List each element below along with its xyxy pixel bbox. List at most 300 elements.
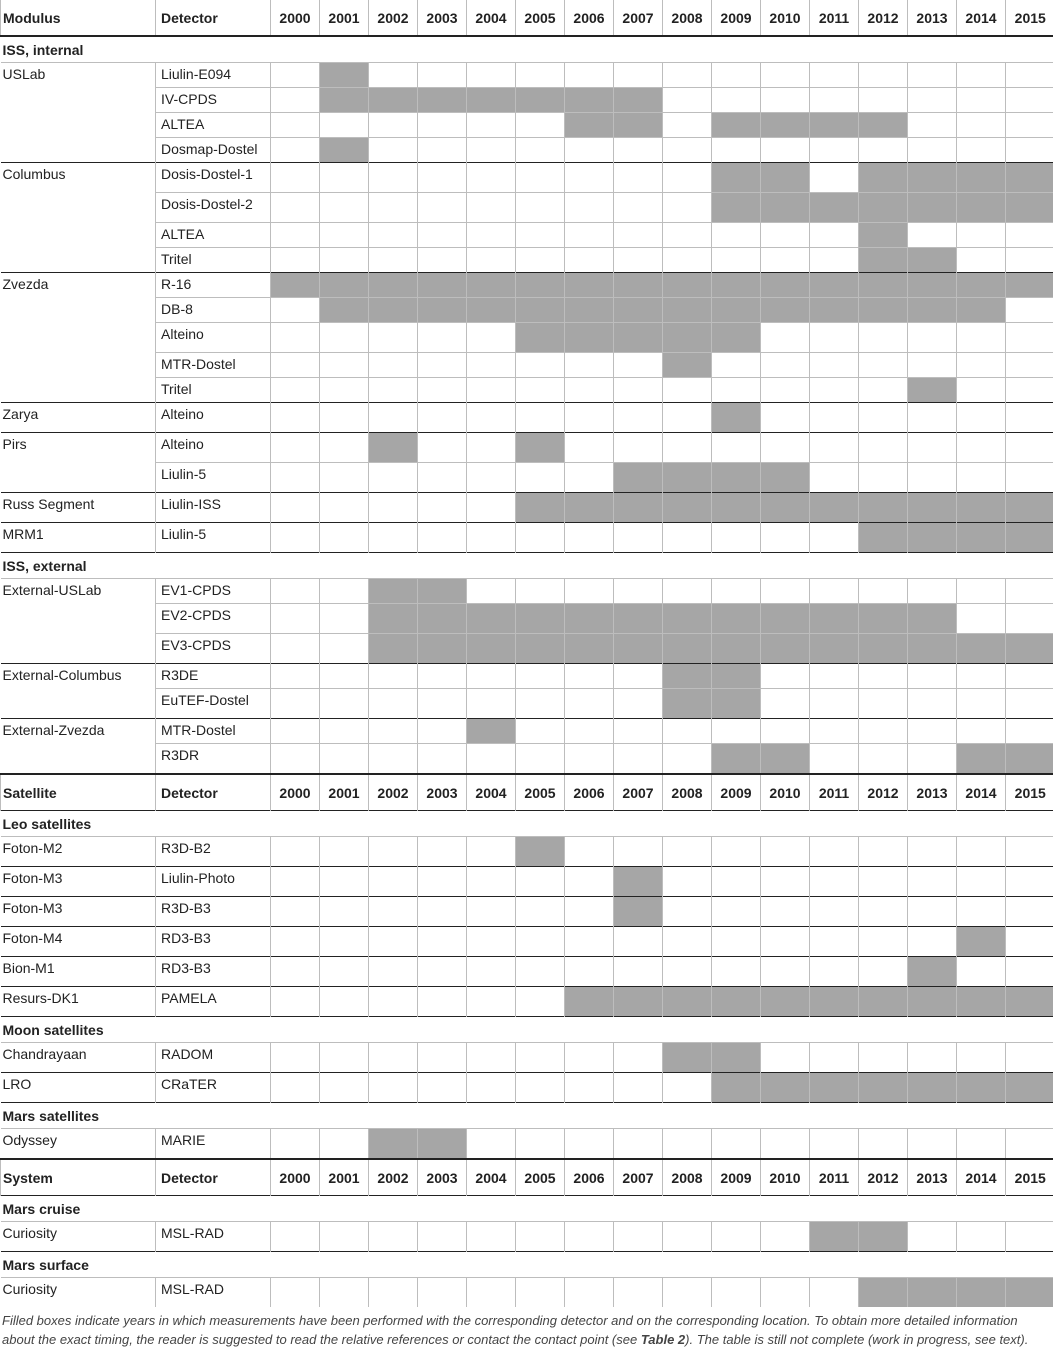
year-cell-2005 [516, 113, 565, 138]
year-cell-2000 [271, 323, 320, 353]
year-cell-2006 [565, 63, 614, 88]
year-cell-2005 [516, 63, 565, 88]
location-cell: USLab [1, 63, 156, 88]
year-cell-2002 [369, 837, 418, 867]
year-cell-2009 [712, 634, 761, 664]
year-cell-2014 [957, 273, 1006, 298]
table-row [1, 719, 1053, 744]
year-cell-2014 [957, 604, 1006, 634]
table-row [1, 957, 1053, 987]
year-cell-2007 [614, 63, 663, 88]
footnote-table-ref: Table 2 [641, 1332, 685, 1347]
year-cell-2007 [614, 664, 663, 689]
year-header-2003: 2003 [418, 0, 467, 36]
table-row [1, 867, 1053, 897]
location-cell [1, 604, 156, 634]
year-cell-2005 [516, 689, 565, 719]
year-cell-2005 [516, 163, 565, 193]
year-cell-2007 [614, 378, 663, 403]
year-header-2015: 2015 [1006, 1159, 1053, 1196]
year-cell-2013 [908, 138, 957, 163]
location-cell: Russ Segment [1, 493, 156, 523]
year-cell-2015 [1006, 193, 1053, 223]
table-row [1, 664, 1053, 689]
year-cell-2004 [467, 957, 516, 987]
year-cell-2004 [467, 273, 516, 298]
year-cell-2009 [712, 957, 761, 987]
year-cell-2009 [712, 163, 761, 193]
year-cell-2011 [810, 837, 859, 867]
year-header-2012: 2012 [859, 774, 908, 811]
year-cell-2003 [418, 463, 467, 493]
year-cell-2013 [908, 1043, 957, 1073]
location-cell: Bion-M1 [1, 957, 156, 987]
year-cell-2002 [369, 664, 418, 689]
year-cell-2002 [369, 323, 418, 353]
year-cell-2009 [712, 867, 761, 897]
year-cell-2002 [369, 463, 418, 493]
year-cell-2008 [663, 867, 712, 897]
location-cell [1, 378, 156, 403]
year-cell-2002 [369, 63, 418, 88]
table-row [1, 138, 1053, 163]
year-cell-2000 [271, 987, 320, 1017]
year-cell-2003 [418, 298, 467, 323]
location-cell: Foton-M4 [1, 927, 156, 957]
year-cell-2010 [761, 634, 810, 664]
year-cell-2012 [859, 837, 908, 867]
table-row [1, 248, 1053, 273]
year-cell-2007 [614, 1129, 663, 1160]
year-cell-2015 [1006, 1222, 1053, 1252]
section-row [1, 553, 1053, 579]
year-cell-2005 [516, 493, 565, 523]
year-cell-2012 [859, 248, 908, 273]
location-cell: Curiosity [1, 1278, 156, 1308]
year-cell-2004 [467, 987, 516, 1017]
detector-cell: Liulin-Photo [156, 867, 271, 897]
year-cell-2014 [957, 1222, 1006, 1252]
year-cell-2015 [1006, 897, 1053, 927]
year-cell-2008 [663, 719, 712, 744]
detector-cell: ALTEA [156, 113, 271, 138]
table-row [1, 1222, 1053, 1252]
year-cell-2014 [957, 664, 1006, 689]
year-cell-2011 [810, 163, 859, 193]
year-cell-2007 [614, 719, 663, 744]
year-cell-2001 [320, 1278, 369, 1308]
year-cell-2006 [565, 689, 614, 719]
table-row [1, 634, 1053, 664]
year-cell-2001 [320, 493, 369, 523]
year-cell-2015 [1006, 273, 1053, 298]
year-cell-2012 [859, 689, 908, 719]
year-cell-2012 [859, 463, 908, 493]
year-cell-2015 [1006, 403, 1053, 433]
year-cell-2009 [712, 463, 761, 493]
table-row [1, 113, 1053, 138]
header-col1: Modulus [1, 0, 156, 36]
year-cell-2010 [761, 493, 810, 523]
year-cell-2015 [1006, 463, 1053, 493]
year-cell-2014 [957, 193, 1006, 223]
year-cell-2000 [271, 378, 320, 403]
year-cell-2002 [369, 1129, 418, 1160]
year-cell-2010 [761, 163, 810, 193]
detector-cell: ALTEA [156, 223, 271, 248]
table-row [1, 1043, 1053, 1073]
year-cell-2009 [712, 248, 761, 273]
detector-cell: R3DR [156, 744, 271, 775]
year-cell-2000 [271, 353, 320, 378]
year-cell-2009 [712, 604, 761, 634]
year-cell-2014 [957, 579, 1006, 604]
year-cell-2000 [271, 604, 320, 634]
year-cell-2003 [418, 138, 467, 163]
year-cell-2007 [614, 323, 663, 353]
table-row [1, 837, 1053, 867]
table-row [1, 433, 1053, 463]
year-cell-2007 [614, 353, 663, 378]
year-cell-2015 [1006, 223, 1053, 248]
year-cell-2011 [810, 897, 859, 927]
year-cell-2005 [516, 579, 565, 604]
year-header-2013: 2013 [908, 774, 957, 811]
location-cell [1, 223, 156, 248]
year-cell-2001 [320, 248, 369, 273]
year-cell-2002 [369, 493, 418, 523]
year-cell-2004 [467, 493, 516, 523]
year-cell-2002 [369, 403, 418, 433]
year-cell-2003 [418, 378, 467, 403]
year-cell-2011 [810, 113, 859, 138]
year-cell-2009 [712, 298, 761, 323]
year-cell-2001 [320, 113, 369, 138]
year-cell-2001 [320, 867, 369, 897]
year-cell-2003 [418, 1073, 467, 1103]
year-cell-2006 [565, 353, 614, 378]
year-header-2010: 2010 [761, 774, 810, 811]
year-cell-2001 [320, 433, 369, 463]
table-row [1, 1278, 1053, 1308]
year-header-2000: 2000 [271, 0, 320, 36]
year-cell-2013 [908, 664, 957, 689]
year-cell-2006 [565, 248, 614, 273]
year-cell-2006 [565, 957, 614, 987]
year-cell-2014 [957, 719, 1006, 744]
year-cell-2011 [810, 63, 859, 88]
year-cell-2009 [712, 193, 761, 223]
location-cell [1, 634, 156, 664]
year-cell-2007 [614, 493, 663, 523]
table-row [1, 897, 1053, 927]
year-cell-2003 [418, 223, 467, 248]
year-cell-2005 [516, 867, 565, 897]
detector-cell: Dosmap-Dostel [156, 138, 271, 163]
year-cell-2004 [467, 837, 516, 867]
table-row [1, 927, 1053, 957]
location-cell: Zvezda [1, 273, 156, 298]
year-cell-2000 [271, 248, 320, 273]
year-cell-2010 [761, 1278, 810, 1308]
year-cell-2009 [712, 1222, 761, 1252]
year-cell-2011 [810, 1043, 859, 1073]
year-header-2012: 2012 [859, 1159, 908, 1196]
year-cell-2009 [712, 223, 761, 248]
year-cell-2010 [761, 867, 810, 897]
year-cell-2006 [565, 744, 614, 775]
year-cell-2004 [467, 1222, 516, 1252]
year-cell-2005 [516, 138, 565, 163]
year-cell-2000 [271, 298, 320, 323]
year-cell-2013 [908, 353, 957, 378]
detector-cell: MARIE [156, 1129, 271, 1160]
year-cell-2014 [957, 323, 1006, 353]
year-cell-2005 [516, 298, 565, 323]
year-cell-2004 [467, 223, 516, 248]
year-cell-2004 [467, 298, 516, 323]
year-cell-2010 [761, 463, 810, 493]
year-cell-2001 [320, 1073, 369, 1103]
year-cell-2015 [1006, 523, 1053, 553]
year-cell-2006 [565, 273, 614, 298]
location-cell [1, 463, 156, 493]
year-cell-2000 [271, 867, 320, 897]
year-cell-2013 [908, 1222, 957, 1252]
year-header-2009: 2009 [712, 0, 761, 36]
year-cell-2009 [712, 493, 761, 523]
year-cell-2006 [565, 719, 614, 744]
year-cell-2005 [516, 987, 565, 1017]
detector-cell: Dosis-Dostel-2 [156, 193, 271, 223]
year-cell-2008 [663, 248, 712, 273]
detector-cell: Liulin-E094 [156, 63, 271, 88]
year-cell-2010 [761, 927, 810, 957]
year-cell-2014 [957, 837, 1006, 867]
detector-cell: EuTEF-Dostel [156, 689, 271, 719]
year-cell-2000 [271, 63, 320, 88]
year-cell-2003 [418, 837, 467, 867]
detector-cell: PAMELA [156, 987, 271, 1017]
year-cell-2004 [467, 193, 516, 223]
year-cell-2004 [467, 579, 516, 604]
year-cell-2003 [418, 689, 467, 719]
year-cell-2004 [467, 604, 516, 634]
location-cell [1, 744, 156, 775]
year-header-2005: 2005 [516, 774, 565, 811]
year-cell-2009 [712, 897, 761, 927]
year-cell-2001 [320, 604, 369, 634]
year-cell-2013 [908, 744, 957, 775]
detector-cell: R3DE [156, 664, 271, 689]
year-cell-2005 [516, 223, 565, 248]
detector-cell: MTR-Dostel [156, 719, 271, 744]
table-body [1, 0, 1053, 1307]
year-cell-2002 [369, 298, 418, 323]
year-cell-2005 [516, 604, 565, 634]
detector-cell: Alteino [156, 433, 271, 463]
year-cell-2014 [957, 689, 1006, 719]
year-cell-2001 [320, 463, 369, 493]
header-col1: System [1, 1159, 156, 1196]
year-cell-2003 [418, 1129, 467, 1160]
year-cell-2002 [369, 113, 418, 138]
detector-cell: EV3-CPDS [156, 634, 271, 664]
year-cell-2015 [1006, 378, 1053, 403]
year-cell-2004 [467, 664, 516, 689]
year-cell-2008 [663, 1043, 712, 1073]
year-cell-2014 [957, 634, 1006, 664]
year-header-2005: 2005 [516, 0, 565, 36]
location-cell: External-Columbus [1, 664, 156, 689]
year-cell-2000 [271, 1222, 320, 1252]
year-header-2013: 2013 [908, 1159, 957, 1196]
year-header-2011: 2011 [810, 0, 859, 36]
year-cell-2011 [810, 463, 859, 493]
year-cell-2014 [957, 433, 1006, 463]
section-title: Mars satellites [1, 1103, 1053, 1129]
year-cell-2008 [663, 987, 712, 1017]
year-cell-2008 [663, 493, 712, 523]
year-cell-2007 [614, 138, 663, 163]
year-cell-2011 [810, 987, 859, 1017]
year-cell-2006 [565, 323, 614, 353]
location-cell [1, 138, 156, 163]
year-cell-2010 [761, 579, 810, 604]
year-cell-2002 [369, 604, 418, 634]
table-row [1, 88, 1053, 113]
year-cell-2004 [467, 1043, 516, 1073]
detector-cell: RD3-B3 [156, 927, 271, 957]
year-cell-2004 [467, 897, 516, 927]
year-cell-2004 [467, 867, 516, 897]
year-cell-2000 [271, 927, 320, 957]
year-cell-2014 [957, 927, 1006, 957]
year-header-2011: 2011 [810, 774, 859, 811]
year-cell-2003 [418, 579, 467, 604]
year-cell-2004 [467, 63, 516, 88]
year-cell-2012 [859, 223, 908, 248]
year-cell-2012 [859, 987, 908, 1017]
year-cell-2012 [859, 1222, 908, 1252]
year-cell-2001 [320, 664, 369, 689]
location-cell: LRO [1, 1073, 156, 1103]
year-cell-2006 [565, 664, 614, 689]
detector-cell: R3D-B3 [156, 897, 271, 927]
year-cell-2013 [908, 88, 957, 113]
year-cell-2004 [467, 523, 516, 553]
year-cell-2013 [908, 689, 957, 719]
location-cell: Odyssey [1, 1129, 156, 1160]
year-cell-2011 [810, 523, 859, 553]
year-cell-2009 [712, 273, 761, 298]
year-cell-2008 [663, 897, 712, 927]
detector-cell: MSL-RAD [156, 1278, 271, 1308]
header-col2: Detector [156, 774, 271, 811]
year-cell-2011 [810, 433, 859, 463]
year-cell-2008 [663, 403, 712, 433]
location-cell: Foton-M3 [1, 867, 156, 897]
year-header-2004: 2004 [467, 1159, 516, 1196]
year-cell-2013 [908, 63, 957, 88]
year-cell-2009 [712, 323, 761, 353]
year-cell-2014 [957, 957, 1006, 987]
year-cell-2014 [957, 378, 1006, 403]
year-cell-2013 [908, 248, 957, 273]
year-cell-2006 [565, 163, 614, 193]
year-cell-2003 [418, 248, 467, 273]
year-cell-2010 [761, 837, 810, 867]
year-cell-2003 [418, 63, 467, 88]
section-row [1, 1017, 1053, 1043]
year-cell-2012 [859, 138, 908, 163]
year-cell-2014 [957, 744, 1006, 775]
year-cell-2006 [565, 1222, 614, 1252]
year-header-2009: 2009 [712, 1159, 761, 1196]
year-cell-2008 [663, 378, 712, 403]
year-cell-2000 [271, 403, 320, 433]
year-cell-2012 [859, 604, 908, 634]
year-cell-2001 [320, 138, 369, 163]
year-cell-2006 [565, 113, 614, 138]
year-cell-2001 [320, 987, 369, 1017]
year-header-2003: 2003 [418, 774, 467, 811]
section-row [1, 36, 1053, 63]
year-cell-2008 [663, 664, 712, 689]
year-cell-2005 [516, 837, 565, 867]
year-cell-2002 [369, 223, 418, 248]
table-footnote [0, 1307, 1053, 1349]
detector-cell: Tritel [156, 248, 271, 273]
year-cell-2007 [614, 248, 663, 273]
year-cell-2004 [467, 463, 516, 493]
year-cell-2008 [663, 353, 712, 378]
year-cell-2004 [467, 433, 516, 463]
year-cell-2013 [908, 957, 957, 987]
year-cell-2007 [614, 273, 663, 298]
detector-cell: IV-CPDS [156, 88, 271, 113]
year-cell-2007 [614, 223, 663, 248]
year-cell-2008 [663, 463, 712, 493]
year-cell-2002 [369, 273, 418, 298]
year-cell-2002 [369, 433, 418, 463]
year-cell-2000 [271, 1073, 320, 1103]
year-cell-2011 [810, 88, 859, 113]
table-row [1, 579, 1053, 604]
year-cell-2005 [516, 403, 565, 433]
year-cell-2003 [418, 957, 467, 987]
year-cell-2015 [1006, 323, 1053, 353]
year-cell-2003 [418, 1222, 467, 1252]
year-cell-2005 [516, 1129, 565, 1160]
year-cell-2005 [516, 719, 565, 744]
year-cell-2001 [320, 837, 369, 867]
year-cell-2000 [271, 664, 320, 689]
year-cell-2002 [369, 193, 418, 223]
year-cell-2005 [516, 1043, 565, 1073]
year-cell-2001 [320, 353, 369, 378]
detector-cell: CRaTER [156, 1073, 271, 1103]
year-cell-2002 [369, 867, 418, 897]
year-cell-2003 [418, 927, 467, 957]
year-cell-2008 [663, 1129, 712, 1160]
year-cell-2015 [1006, 88, 1053, 113]
year-cell-2009 [712, 403, 761, 433]
year-cell-2005 [516, 957, 565, 987]
year-header-2002: 2002 [369, 774, 418, 811]
year-cell-2004 [467, 927, 516, 957]
footnote-text-2: ). The table is still not complete (work in progress, see text). [685, 1332, 1028, 1347]
